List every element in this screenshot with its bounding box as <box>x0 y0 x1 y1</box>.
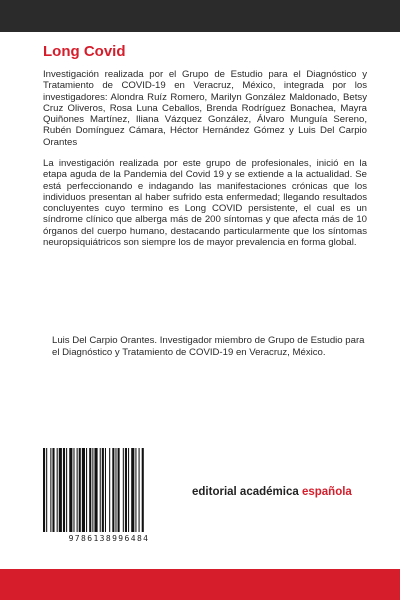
isbn-barcode <box>39 448 179 544</box>
research-group-paragraph: Investigación realizada por el Grupo de Estudio para el Diagnóstico y Tratamiento de COVID-19 en Veracruz, México, integrada por los investigadores: Alondra Ruíz Romero, Marilyn González Maldonado, Betsy Cruz Oliveros, Rosa Luna Ceballos, Brenda Rodríguez Bonachea, Mayra Quiñones Martínez, Iliana Vázquez González, Álvaro Munguía Sereno, Rubén Domínguez Cámara, Héctor Hernández Gómez y Luis Del Carpio Orantes <box>43 69 367 148</box>
book-title: Long Covid <box>43 43 126 60</box>
publisher-name: editorial académica <box>192 486 302 498</box>
bottom-band <box>0 569 400 600</box>
summary-paragraph: La investigación realizada por este grupo de profesionales, inició en la etapa aguda de la Pandemia del Covid 19 y se extiende a la actualidad. Se está perfeccionando e indagando las manifestaciones crónicas que los individuos presentan al haber sufrido esta enfermedad; llegando resultados concluyentes cuyo termino es Long COVID persistente, el cual es un síndrome clínico que alberga más de 200 síntomas y que afecta más de 10 órganos del cuerpo humano, destacando particularmente que los síntomas neuropsiquiátricos son siempre los de mayor prevalencia en forma global. <box>43 158 367 249</box>
publisher-logo <box>192 486 352 498</box>
publisher-name-accent: española <box>301 486 352 498</box>
barcode-digits: 9786138996484 <box>68 534 150 543</box>
top-band <box>0 0 400 32</box>
barcode-icon <box>39 448 179 532</box>
author-bio: Luis Del Carpio Orantes. Investigador miembro de Grupo de Estudio para el Diagnóstico y Tratamiento de COVID-19 en Veracruz, México. <box>52 335 365 358</box>
